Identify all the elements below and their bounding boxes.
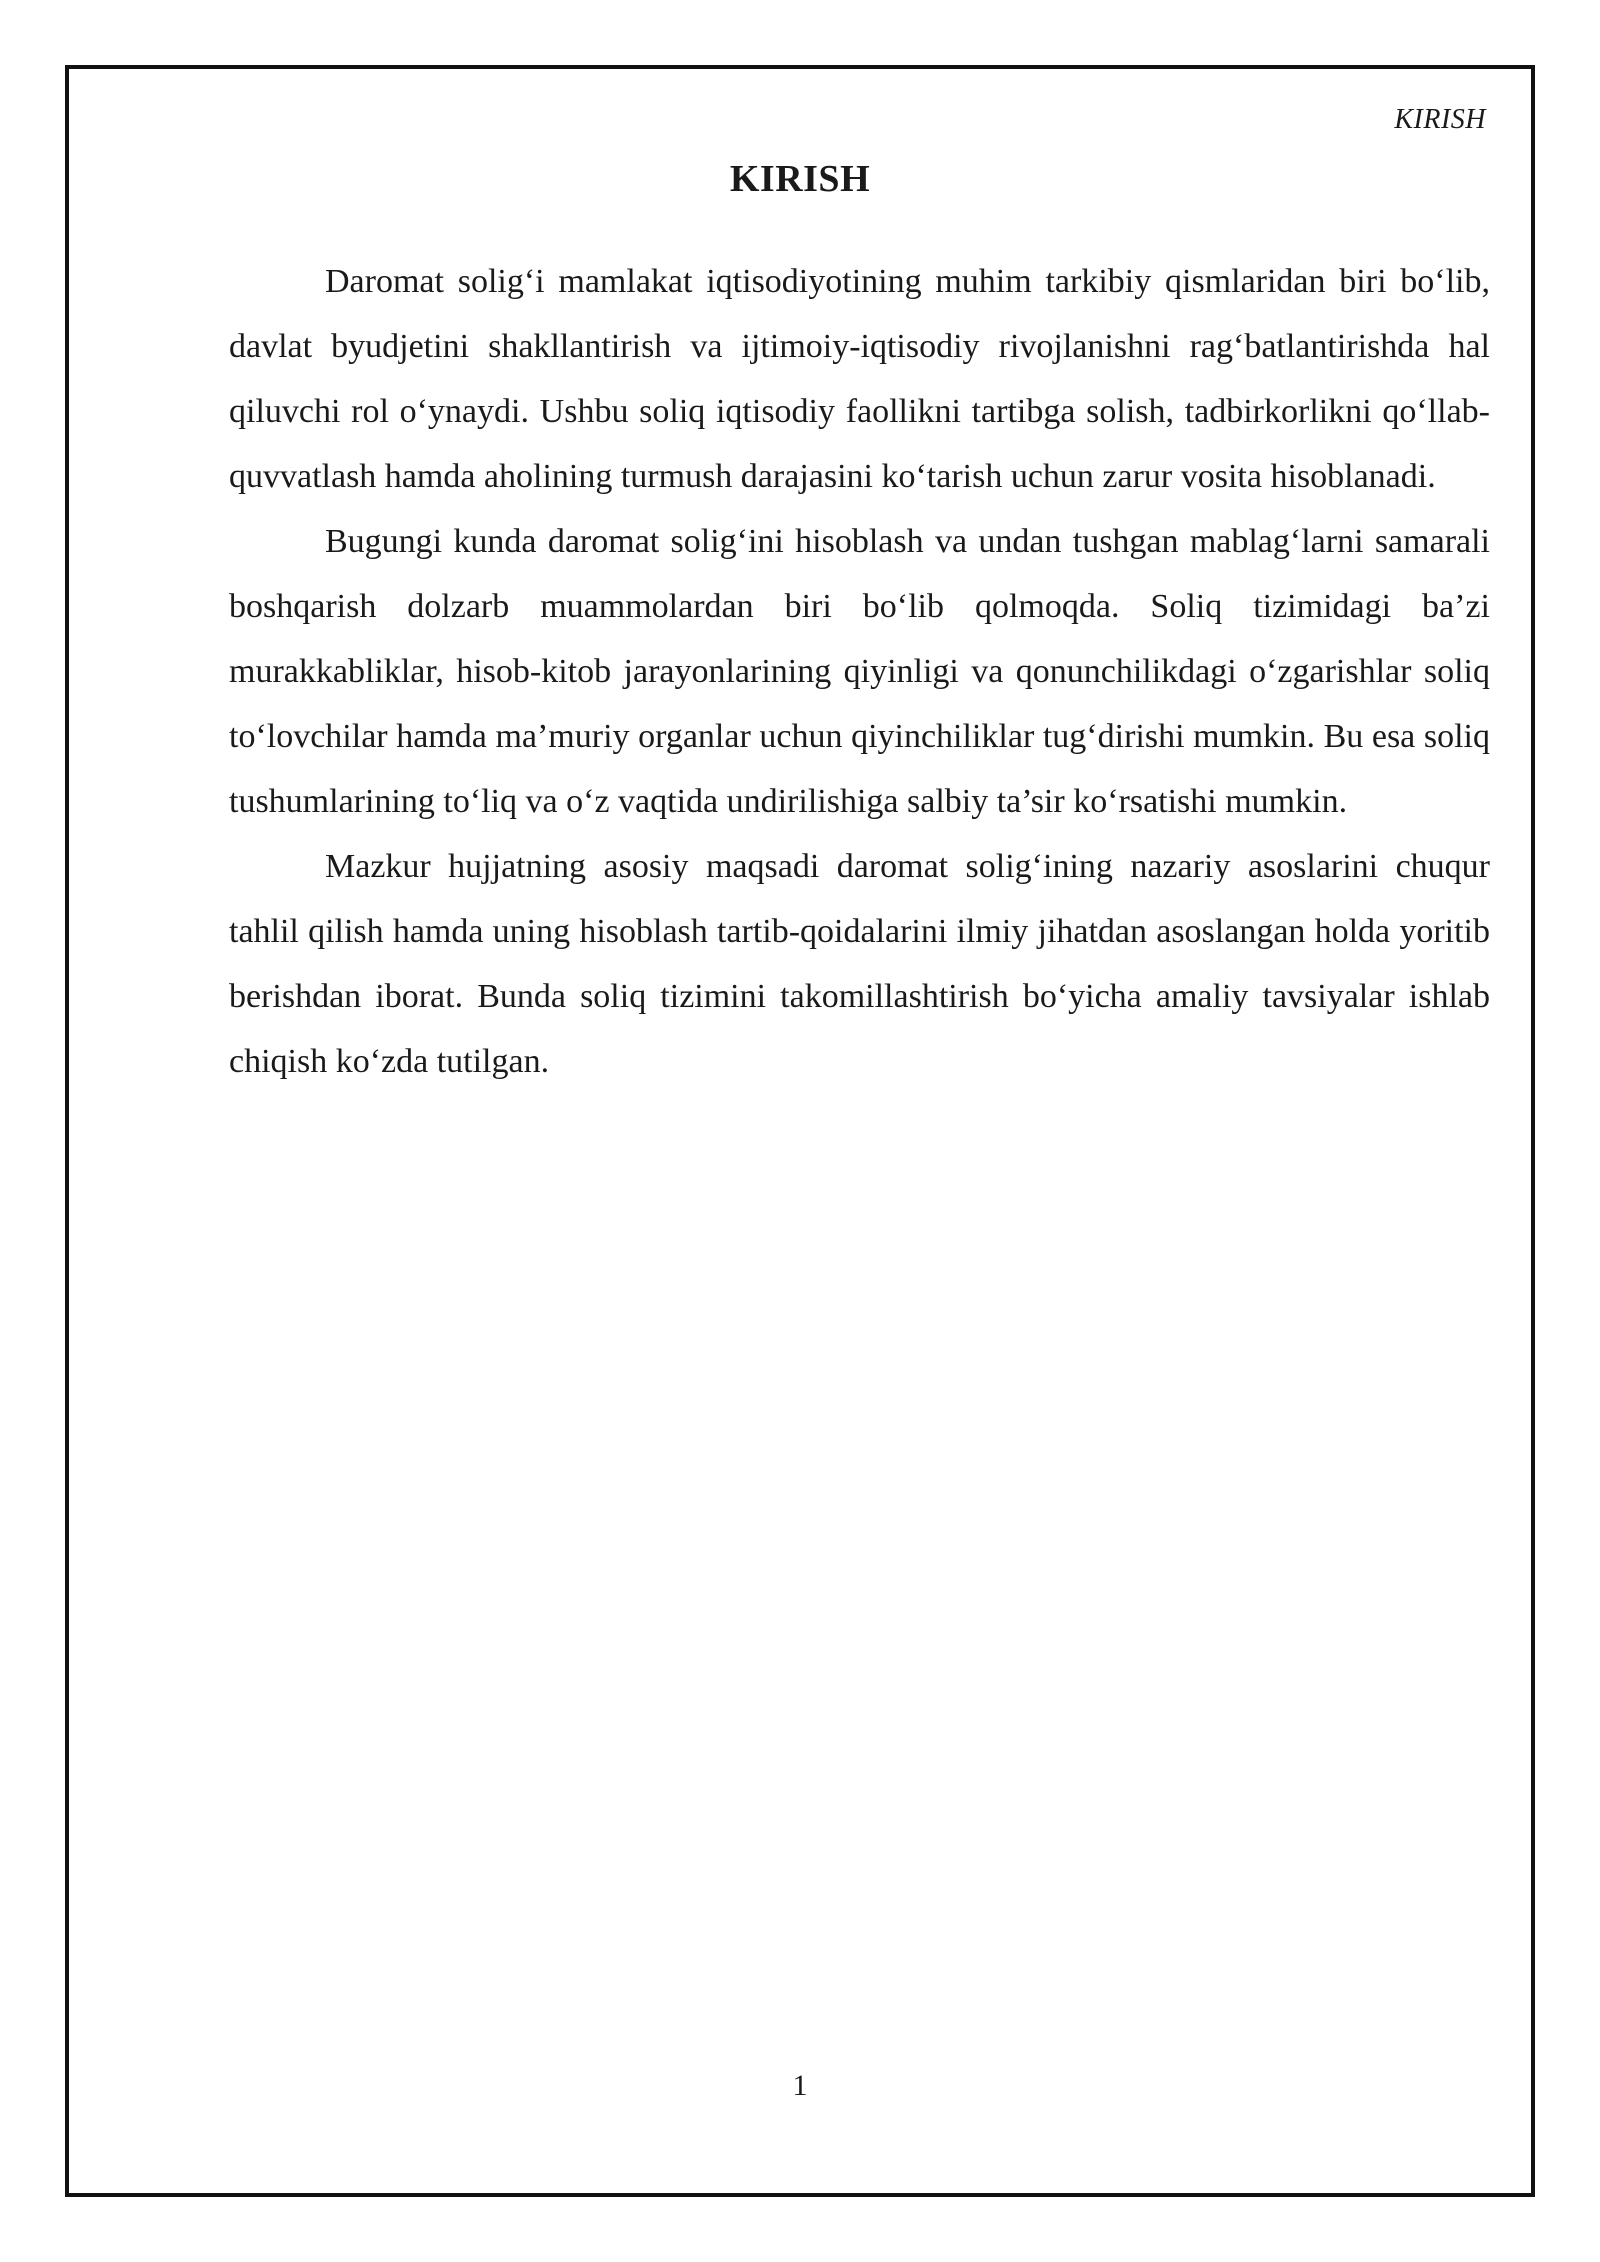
paragraph-2: Bugungi kunda daromat solig‘ini hisoblash va undan tushgan mablag‘larni samarali boshqarish dolzarb muammolardan biri bo‘lib qolmoqda. Soliq tizimidagi ba’zi murakkabliklar, hisob-kitob jarayonlarining qiyinligi va qonunchilikdagi o‘zgarishlar soliq to‘lovchilar hamda ma’muriy organlar uchun qiyinchiliklar tug‘dirishi mumkin. Bu esa soliq tushumlarining to‘liq va o‘z vaqtida undirilishiga salbiy ta’sir ko‘rsatishi mumkin. <box>229 523 1490 820</box>
page-number: 1 <box>792 2069 808 2102</box>
paragraph-3: Mazkur hujjatning asosiy maqsadi daromat solig‘ining nazariy asoslarini chuqur tahlil qilish hamda uning hisoblash tartib-qoidalarini ilmiy jihatdan asoslangan holda yoritib berishdan iborat. Bunda soliq tizimini takomillashtirish bo‘yicha amaliy tavsiyalar ishlab chiqish ko‘zda tutilgan. <box>229 848 1490 1080</box>
paragraph-1: Daromat solig‘i mamlakat iqtisodiyotining muhim tarkibiy qismlaridan biri bo‘lib, davlat byudjetini shakllantirish va ijtimoiy-iqtisodiy rivojlanishni rag‘batlantirishda hal qiluvchi rol o‘ynaydi. Ushbu soliq iqtisodiy faollikni tartibga solish, tadbirkorlikni qo‘llab-quvvatlash hamda aholining turmush darajasini ko‘tarish uchun zarur vosita hisoblanadi. <box>229 263 1490 495</box>
page-frame <box>65 65 1535 2197</box>
body-text <box>229 249 1490 1094</box>
page-title: KIRISH <box>729 158 871 200</box>
running-header: KIRISH <box>1394 104 1486 135</box>
